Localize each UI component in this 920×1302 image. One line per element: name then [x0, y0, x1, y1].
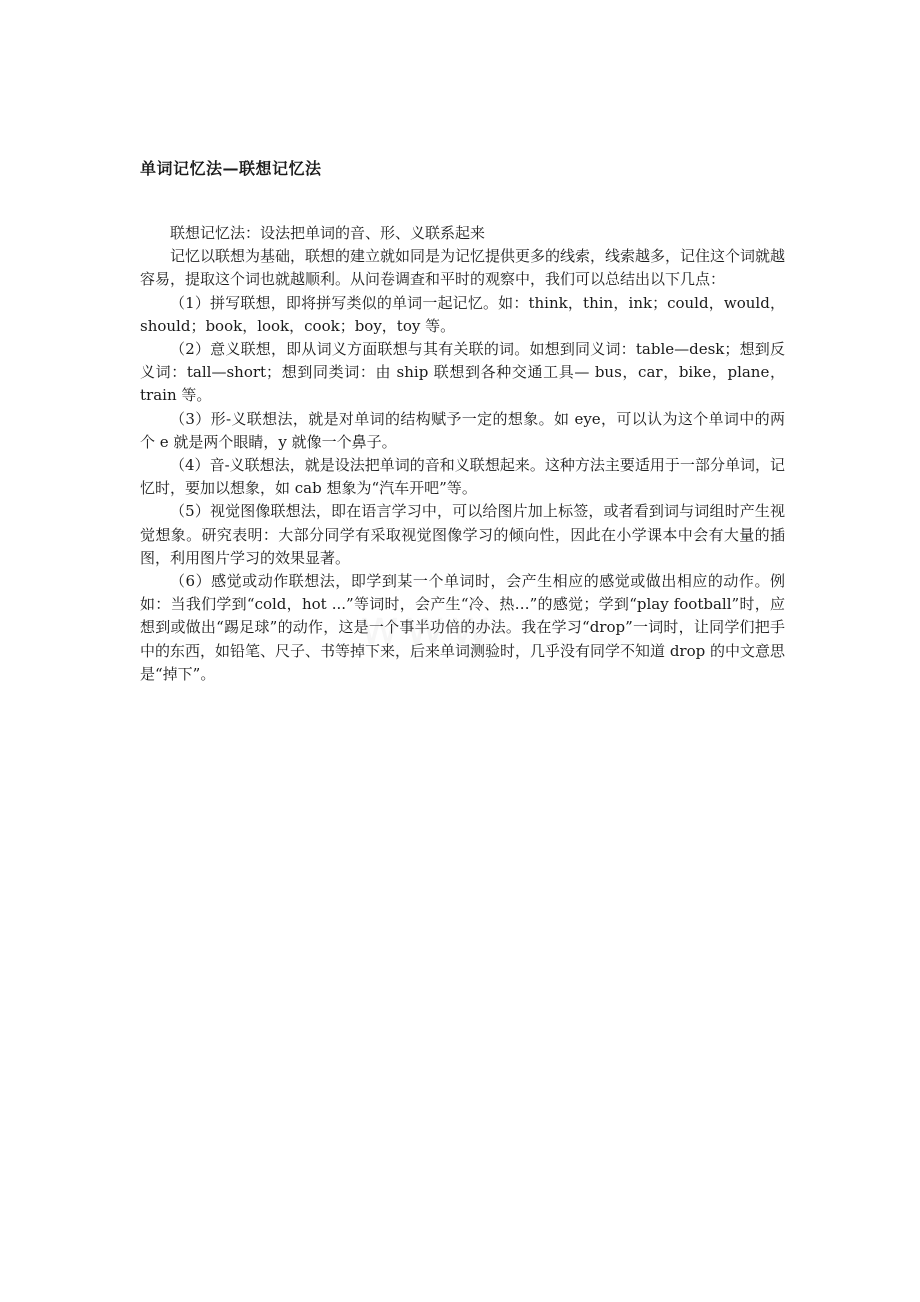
paragraph-visual-image-association: （5）视觉图像联想法，即在语言学习中，可以给图片加上标签，或者看到词与词组时产生视觉想象。研究表明：大部分同学有采取视觉图像学习的倾向性，因此在小学课本中会有大量的插图，利用图片学习的效果显著。: [140, 502, 785, 567]
paragraph-feeling-action-association: （6）感觉或动作联想法，即学到某一个单词时，会产生相应的感觉或做出相应的动作。例如：当我们学到“cold，hot ...”等词时，会产生“冷、热…”的感觉；学到“play football”时，应想到或做出“踢足球”的动作，这是一个事半功倍的办法。我在学习“drop”一词时，让同学们把手中的东西，如铅笔、尺子、书等掉下来，后来单词测验时，几乎没有同学不知道 drop 的中文意思是“掉下”。: [140, 572, 785, 683]
paragraph-sound-meaning-association: （4）音-义联想法，就是设法把单词的音和义联想起来。这种方法主要适用于一部分单词，记忆时，要加以想象，如 cab 想象为“汽车开吧”等。: [140, 456, 785, 498]
paragraph-meaning-association: （2）意义联想，即从词义方面联想与其有关联的词。如想到同义词：table—desk；想到反义词：tall—short；想到同类词：由 ship 联想到各种交通工具— bus，car，bike，plane，train 等。: [140, 340, 785, 405]
document-title: 单词记忆法—联想记忆法: [140, 159, 322, 178]
paragraph-form-meaning-association: （3）形-义联想法，就是对单词的结构赋予一定的想象。如 eye，可以认为这个单词中的两个 e 就是两个眼睛，y 就像一个鼻子。: [140, 409, 785, 451]
paragraph-spelling-association: （1）拼写联想，即将拼写类似的单词一起记忆。如：think，thin，ink；could，would，should；book，look，cook；boy，toy 等。: [140, 293, 785, 335]
paragraph-intro: 联想记忆法：设法把单词的音、形、义联系起来: [170, 224, 486, 242]
document-body: [140, 222, 785, 686]
paragraph-overview: 记忆以联想为基础，联想的建立就如同是为记忆提供更多的线索，线索越多，记住这个词就越容易，提取这个词也就越顺利。从问卷调查和平时的观察中，我们可以总结出以下几点：: [140, 247, 786, 289]
